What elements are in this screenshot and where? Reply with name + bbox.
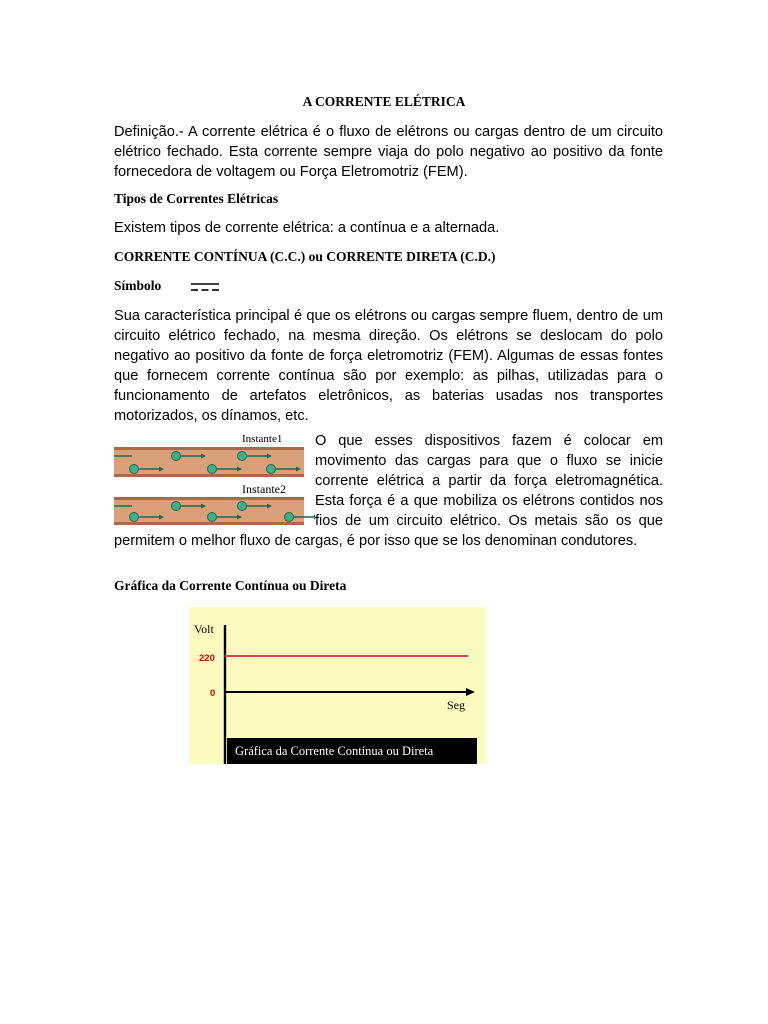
symbol-label: Símbolo xyxy=(114,278,162,293)
electron xyxy=(130,513,139,522)
y-tick-220: 220 xyxy=(199,653,215,664)
chart-caption: Gráfica da Corrente Contínua ou Direta xyxy=(235,744,434,758)
electron xyxy=(267,465,276,474)
graph-heading: Gráfica da Corrente Contínua ou Direta xyxy=(114,578,347,593)
definition-paragraph: Definição.- A corrente elétrica é o fluxo de elétrons ou cargas dentro de um circuito elétrico fechado. Esta corrente sempre viaja do polo negativo ao positivo da fonte fornecedora de voltagem ou Força Eletromotriz (FEM). xyxy=(114,124,663,180)
electron xyxy=(130,465,139,474)
electron xyxy=(238,502,247,511)
page-title: A CORRENTE ELÉTRICA xyxy=(302,94,466,109)
types-heading: Tipos de Correntes Elétricas xyxy=(114,191,279,206)
electron xyxy=(238,452,247,461)
instant1-label: Instante1 xyxy=(242,433,283,445)
instant2-label: Instante2 xyxy=(242,482,286,496)
electron xyxy=(208,465,217,474)
electron xyxy=(208,513,217,522)
types-paragraph: Existem tipos de corrente elétrica: a contínua e a alternada. xyxy=(114,220,500,236)
devices-section xyxy=(114,431,663,551)
dc-paragraph: Sua característica principal é que os elétrons ou cargas sempre fluem, dentro de um circuito elétrico fechado, na mesma direção. Os elétrons se deslocam do polo negativo ao positivo da fonte de força eletromotriz (FEM). Algumas de essas fontes que fornecem corrente contínua são por exemplo: as pilhas, utilizadas para o funcionamento de artefatos eletrônicos, as baterias usadas nos transportes motorizados, os dínamos, etc. xyxy=(114,308,663,424)
electron xyxy=(285,513,294,522)
dc-voltage-chart xyxy=(189,607,486,764)
y-tick-0: 0 xyxy=(210,688,216,699)
devices-paragraph: O que esses dispositivos fazem é colocar em movimento das cargas para que o fluxo se inicie corrente elétrica a partir da força eletromagnética. Esta força é a que mobiliza os elétrons contidos nos fios de um circuito elétrico. Os metais são os que permitem o melhor fluxo de cargas, é por isso que se los denominan condutores. xyxy=(114,433,663,549)
dc-heading: CORRENTE CONTÍNUA (C.C.) ou CORRENTE DIRETA (C.D.) xyxy=(114,249,496,264)
electron-flow-figure xyxy=(114,431,315,529)
x-axis-label: Seg xyxy=(447,698,465,712)
electron xyxy=(172,502,181,511)
y-axis-label: Volt xyxy=(194,622,214,636)
electron xyxy=(172,452,181,461)
dc-symbol-icon xyxy=(191,281,219,293)
